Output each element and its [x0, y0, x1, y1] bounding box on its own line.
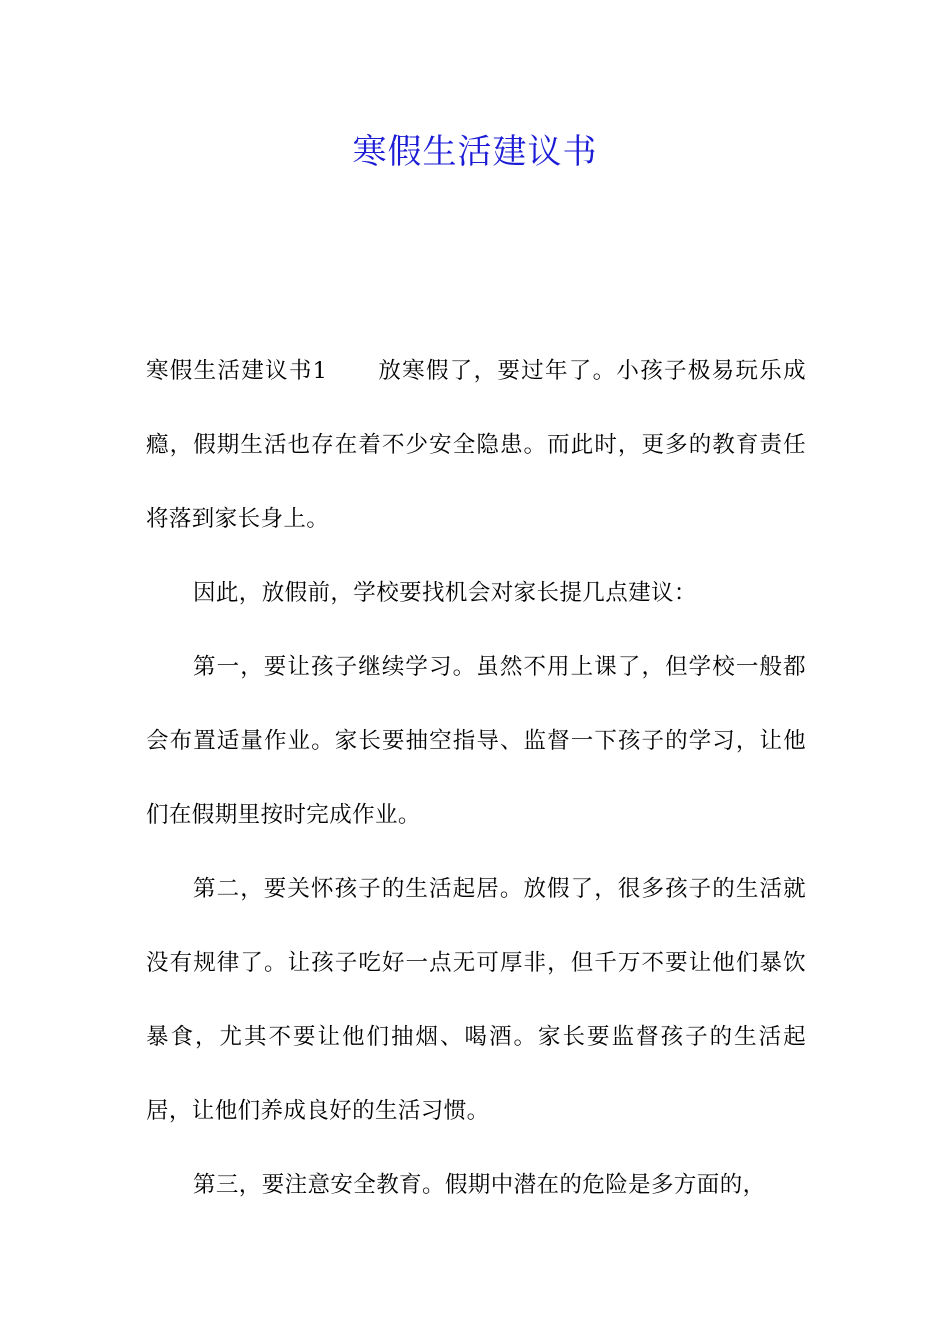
- paragraph-suggestions-lead: 因此，放假前，学校要找机会对家长提几点建议：: [193, 580, 697, 606]
- paragraph-second-point: 第二，要关怀孩子的生活起居。放假了，很多孩子的生活就没有规律了。让孩子吃好一点无可厚非，但千万不要让他们暴饮暴食，尤其不要让他们抽烟、喝酒。家长要监督孩子的生活起居，让他们养成良好的生活习惯。: [146, 876, 806, 1124]
- paragraph-intro: [146, 334, 806, 556]
- paragraph-first-point: 第一，要让孩子继续学习。虽然不用上课了，但学校一般都会布置适量作业。家长要抽空指导、监督一下孩子的学习，让他们在假期里按时完成作业。: [146, 654, 806, 828]
- document-title: 寒假生活建议书: [352, 132, 598, 172]
- paragraph-third-point: 第三，要注意安全教育。假期中潜在的危险是多方面的，: [193, 1172, 766, 1198]
- document-body: [146, 334, 806, 1222]
- paragraph-intro-text: 放寒假了，要过年了。小孩子极易玩乐成瘾，假期生活也存在着不少安全隐患。而此时，更多的教育责任将落到家长身上。: [146, 358, 807, 532]
- section-label: 寒假生活建议书1: [146, 358, 328, 384]
